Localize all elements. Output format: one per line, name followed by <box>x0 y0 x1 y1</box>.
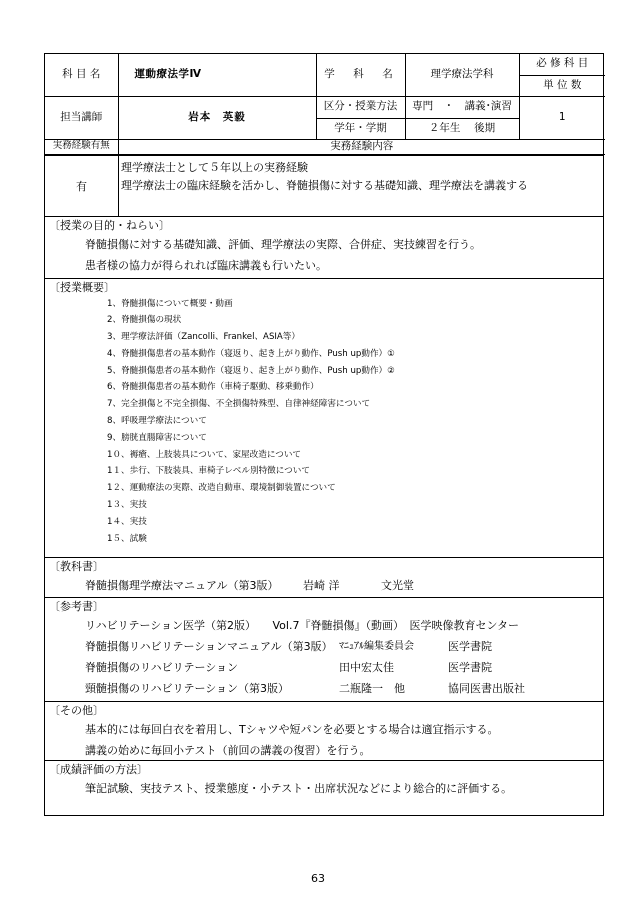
references-title: 〔参考書〕 <box>49 599 104 613</box>
outline-item <box>107 480 603 497</box>
experience-content-label: 実務経験内容 <box>118 139 605 154</box>
outline-item <box>107 296 603 313</box>
reference-title: 脊髄損傷リハビリテーションマニュアル（第3版） <box>85 639 333 653</box>
outline-item-number: 9、 <box>107 432 122 443</box>
reference-publisher: 協同医書出版社 <box>448 681 525 695</box>
outline-item <box>107 329 603 346</box>
outline-item-text: 完全損傷と不完全損傷、不全損傷特殊型、自律神経障害について <box>121 399 371 410</box>
outline-item-number: 6、 <box>107 382 122 393</box>
evaluation-title: 〔成績評価の方法〕 <box>49 762 148 776</box>
outline-section <box>45 278 603 557</box>
textbook-title: 〔教科書〕 <box>49 559 104 573</box>
other-line: 基本的には毎回白衣を着用し、Tシャツや短パンを必要とする場合は適宜指示する。 <box>85 722 499 736</box>
purpose-line: 脊髄損傷に対する基礎知識、評価、理学療法の実際、合併症、実技練習を行う。 <box>85 237 481 251</box>
other-title: 〔その他〕 <box>49 703 104 717</box>
outline-item <box>107 346 603 363</box>
outline-item <box>107 379 603 396</box>
outline-item <box>107 514 603 531</box>
department-value: 理学療法学科 <box>405 54 519 96</box>
outline-item-number: 1１、 <box>107 466 130 477</box>
outline-item-number: 4、 <box>107 348 122 359</box>
experience-line: 理学療法士として５年以上の実務経験 <box>121 160 308 174</box>
textbook-author: 岩崎 洋 <box>303 578 340 592</box>
experience-row <box>45 155 603 216</box>
outline-item-text: 実技 <box>129 516 147 527</box>
outline-item <box>107 430 603 447</box>
outline-item <box>107 463 603 480</box>
outline-item-text: 脊髄損傷について概要・動画 <box>121 298 233 309</box>
experience-flag-label: 実務経験有無 <box>45 139 118 154</box>
purpose-title: 〔授業の目的・ねらい〕 <box>49 218 170 232</box>
instructor-label: 担当講師 <box>45 96 118 139</box>
reference-author: 田中宏太佳 <box>339 660 394 674</box>
outline-item <box>107 497 603 514</box>
experience-line: 理学療法士の臨床経験を活かし、脊髄損傷に対する基礎知識、理学療法を講義する <box>121 178 528 192</box>
outline-item-text: 脊髄損傷患者の基本動作（寝返り、起き上がり動作、Push up動作）① <box>121 348 395 359</box>
syllabus-sheet <box>44 53 604 816</box>
reference-author: 二瓶隆一 他 <box>339 681 405 695</box>
other-line: 講義の始めに毎回小テスト（前回の講義の復習）を行う。 <box>85 743 371 757</box>
reference-row <box>85 657 603 678</box>
instructor-value: 岩本 英毅 <box>118 96 316 139</box>
subject-value: 運動療法学Ⅳ <box>118 54 316 96</box>
reference-row <box>85 678 603 699</box>
units-value: 1 <box>519 96 605 139</box>
outline-item-number: 7、 <box>107 399 122 410</box>
outline-item-number: 3、 <box>107 332 122 343</box>
header-table <box>45 54 605 155</box>
outline-item-text: 脊髄損傷患者の基本動作（車椅子駆動、移乗動作） <box>121 382 319 393</box>
reference-row <box>85 636 603 657</box>
outline-item-text: 理学療法評価（Zancolli、Frankel、ASIA等） <box>121 332 300 343</box>
textbook-book: 脊髄損傷理学療法マニュアル（第3版） <box>85 578 279 592</box>
outline-list <box>49 296 603 548</box>
purpose-section <box>45 216 603 278</box>
outline-item-text: 実技 <box>129 500 147 511</box>
outline-item <box>107 413 603 430</box>
textbook-row <box>85 575 603 596</box>
class-type-label: 区分・授業方法 <box>316 96 405 118</box>
required-label: 必 修 科 目 <box>519 54 605 75</box>
outline-item <box>107 447 603 464</box>
textbook-section <box>45 557 603 597</box>
units-label: 単 位 数 <box>519 75 605 96</box>
year-term-label: 学年・学期 <box>316 118 405 139</box>
page-number: 63 <box>311 872 325 885</box>
department-label: 学 科 名 <box>316 54 405 96</box>
purpose-line: 患者様の協力が得られれば臨床講義も行いたい。 <box>85 258 327 272</box>
outline-item-text: 膀胱直腸障害について <box>121 432 207 443</box>
experience-content <box>119 156 603 216</box>
evaluation-section <box>45 760 603 815</box>
reference-publisher: 医学書院 <box>448 639 492 653</box>
outline-item-number: 1、 <box>107 298 122 309</box>
reference-title: 頸髄損傷のリハビリテーション（第3版） <box>85 681 290 695</box>
outline-item <box>107 396 603 413</box>
references-section <box>45 597 603 701</box>
outline-item <box>107 531 603 548</box>
textbook-publisher: 文光堂 <box>381 578 414 592</box>
reference-title: 脊髄損傷のリハビリテーション <box>85 660 239 674</box>
reference-publisher: 医学書院 <box>448 660 492 674</box>
outline-item-number: 5、 <box>107 365 122 376</box>
outline-item-text: 試験 <box>129 533 147 544</box>
outline-item-number: 1０、 <box>107 449 130 460</box>
outline-title: 〔授業概要〕 <box>49 280 115 294</box>
experience-flag: 有 <box>45 156 119 216</box>
outline-item-text: 歩行、下肢装具、車椅子レベル別特徴について <box>129 466 310 477</box>
outline-item-number: 1２、 <box>107 483 130 494</box>
outline-item-number: 1４、 <box>107 516 130 527</box>
outline-item-number: 8、 <box>107 416 122 427</box>
outline-item <box>107 312 603 329</box>
reference-first-line: リハビリテーション医学（第2版） Vol.7『脊髄損傷』（動画） 医学映像教育センター <box>85 618 520 632</box>
outline-item-number: 1３、 <box>107 500 130 511</box>
class-type-value: 専門 ・ 講義･演習 <box>405 96 519 118</box>
outline-item-text: 褥瘡、上肢装具について、家屋改造について <box>129 449 302 460</box>
other-section <box>45 701 603 760</box>
outline-item-text: 脊髄損傷の現状 <box>121 315 182 326</box>
outline-item-text: 運動療法の実際、改造自動車、環境制御装置について <box>129 483 336 494</box>
evaluation-line: 筆記試験、実技テスト、授業態度・小テスト・出席状況などにより総合的に評価する。 <box>85 781 513 795</box>
subject-label: 科 目 名 <box>45 54 118 96</box>
outline-item-text: 脊髄損傷患者の基本動作（寝返り、起き上がり動作、Push up動作）② <box>121 365 395 376</box>
outline-item-text: 呼吸理学療法について <box>121 416 207 427</box>
outline-item <box>107 363 603 380</box>
year-term-value: ２年生 後期 <box>405 118 519 139</box>
outline-item-number: 2、 <box>107 315 122 326</box>
reference-author: ﾏﾆｭｱﾙ編集委員会 <box>339 640 414 652</box>
outline-item-number: 1５、 <box>107 533 130 544</box>
